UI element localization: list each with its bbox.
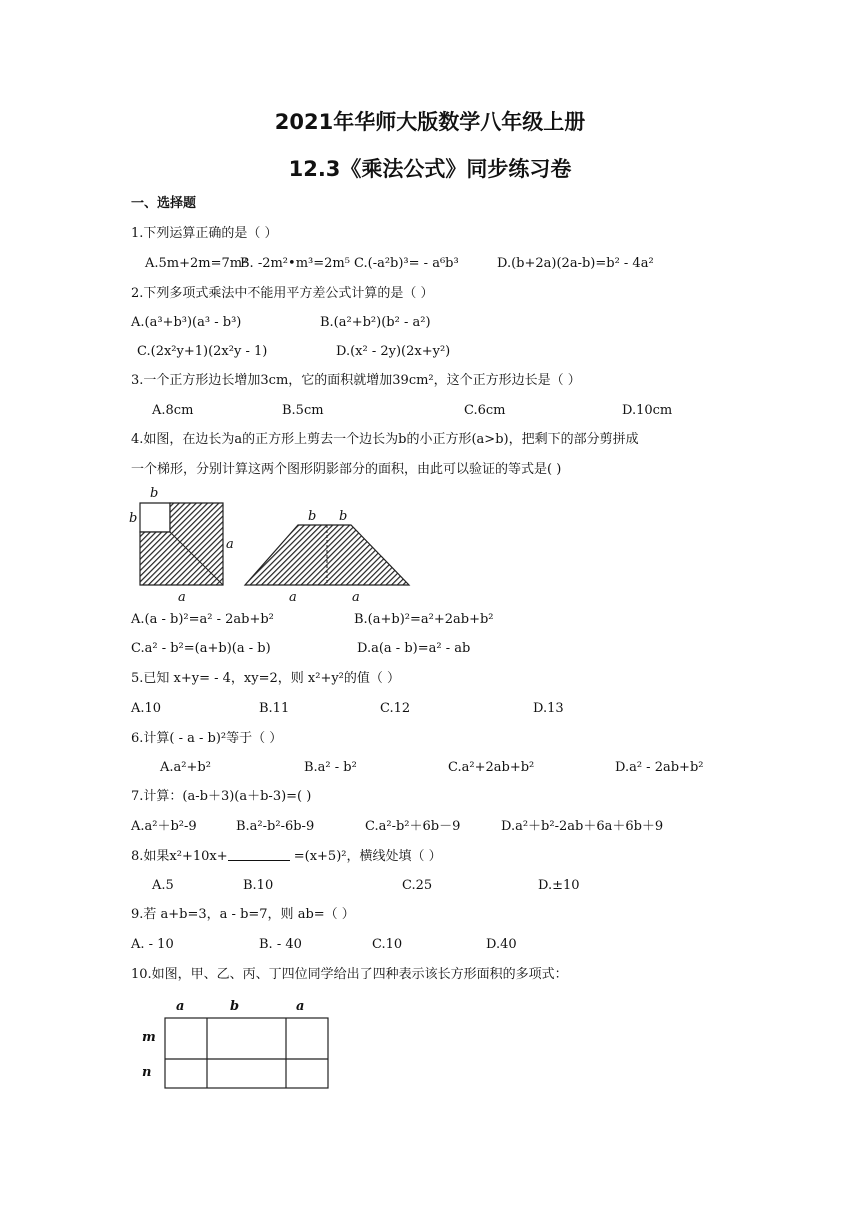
q5-option-a: A.10 (131, 701, 162, 716)
trapezoid-figure (245, 509, 409, 603)
q6-stem: 6.计算( - a - b)²等于（ ） (131, 731, 283, 746)
label-a-bottom-1: a (289, 590, 297, 603)
col-label-a2: a (296, 999, 305, 1014)
col-label-b: b (230, 999, 240, 1014)
q5-option-c: C.12 (380, 701, 411, 716)
label-b-top-2: b (339, 509, 348, 524)
row-label-n: n (142, 1065, 152, 1080)
small-square (140, 503, 170, 532)
q8-blank (228, 848, 290, 861)
label-a-right: a (226, 537, 234, 552)
q2-option-a: A.(a³+b³)(a³ - b³) (131, 315, 242, 330)
q9-option-c: C.10 (372, 937, 403, 952)
q1-stem: 1.下列运算正确的是（ ） (131, 226, 278, 241)
q2-option-d: D.(x² - 2y)(2x+y²) (336, 344, 451, 359)
q4-option-a: A.(a - b)²=a² - 2ab+b² (131, 612, 274, 627)
document-title: 2021年华师大版数学八年级上册 (274, 110, 586, 134)
q6-option-b: B.a² - b² (304, 760, 357, 775)
q8-stem (131, 848, 442, 865)
col-label-a1: a (176, 999, 185, 1014)
q3-stem: 3.一个正方形边长增加3cm，它的面积就增加39cm²，这个正方形边长是（ ） (131, 373, 581, 388)
q9-option-a: A. - 10 (131, 937, 174, 952)
label-b-top-1: b (308, 509, 317, 524)
q7-option-d: D.a²＋b²-2ab＋6a＋6b＋9 (501, 819, 664, 834)
q8-option-d: D.±10 (538, 878, 580, 893)
q1-option-c: C.(-a²b)³= - a⁶b³ (354, 256, 459, 271)
q5-option-d: D.13 (533, 701, 564, 716)
q6-option-a: A.a²+b² (160, 760, 211, 775)
q9-option-b: B. - 40 (259, 937, 302, 952)
document-subtitle: 12.3《乘法公式》同步练习卷 (288, 157, 572, 181)
q3-option-a: A.8cm (152, 403, 194, 418)
q4-stem-line1: 4.如图，在边长为a的正方形上剪去一个边长为b的小正方形(a>b)，把剩下的部分剪拼成 (131, 432, 639, 447)
section-heading: 一、选择题 (131, 196, 197, 211)
q2-option-c: C.(2x²y+1)(2x²y - 1) (137, 344, 268, 359)
q3-option-b: B.5cm (282, 403, 324, 418)
q1-option-b: B. -2m²•m³=2m⁵ (240, 256, 350, 271)
q10-figure (130, 995, 335, 1093)
q4-option-d: D.a(a - b)=a² - ab (357, 641, 471, 656)
q1-option-a: A.5m+2m=7m² (145, 256, 248, 271)
q5-option-b: B.11 (259, 701, 290, 716)
label-a-bottom: a (178, 590, 186, 603)
q7-option-c: C.a²-b²＋6b－9 (365, 819, 461, 834)
q4-option-c: C.a² - b²=(a+b)(a - b) (131, 641, 271, 656)
q7-stem: 7.计算：(a-b＋3)(a＋b-3)=( ) (131, 789, 312, 804)
q9-option-d: D.40 (486, 937, 517, 952)
q8-option-b: B.10 (243, 878, 274, 893)
q2-option-b: B.(a²+b²)(b² - a²) (320, 315, 431, 330)
q4-option-b: B.(a+b)²=a²+2ab+b² (354, 612, 494, 627)
label-a-bottom-2: a (352, 590, 360, 603)
q8-stem-start: 8.如果x²+10x+ (131, 849, 228, 864)
q9-stem: 9.若 a+b=3，a - b=7，则 ab=（ ） (131, 907, 355, 922)
q4-figure (125, 483, 420, 603)
q3-option-d: D.10cm (622, 403, 673, 418)
q5-stem: 5.已知 x+y= - 4，xy=2，则 x²+y²的值（ ） (131, 671, 401, 686)
q7-option-a: A.a²＋b²-9 (131, 819, 197, 834)
square-figure (129, 486, 234, 603)
q2-stem: 2.下列多项式乘法中不能用平方差公式计算的是（ ） (131, 286, 434, 301)
q8-option-a: A.5 (152, 878, 174, 893)
row-label-m: m (142, 1030, 156, 1045)
q10-stem: 10.如图，甲、乙、丙、丁四位同学给出了四种表示该长方形面积的多项式： (131, 967, 568, 982)
label-b-left: b (129, 511, 138, 526)
q7-option-b: B.a²-b²-6b-9 (236, 819, 315, 834)
q6-option-c: C.a²+2ab+b² (448, 760, 535, 775)
q6-option-d: D.a² - 2ab+b² (615, 760, 704, 775)
q8-option-c: C.25 (402, 878, 433, 893)
rectangle-grid (165, 1018, 328, 1088)
label-b-top: b (150, 486, 159, 501)
q4-stem-line2: 一个梯形，分别计算这两个图形阴影部分的面积，由此可以验证的等式是( ) (131, 462, 562, 477)
q3-option-c: C.6cm (464, 403, 506, 418)
q1-option-d: D.(b+2a)(2a-b)=b² - 4a² (497, 256, 654, 271)
q8-stem-end: =(x+5)²，横线处填（ ） (289, 849, 442, 864)
